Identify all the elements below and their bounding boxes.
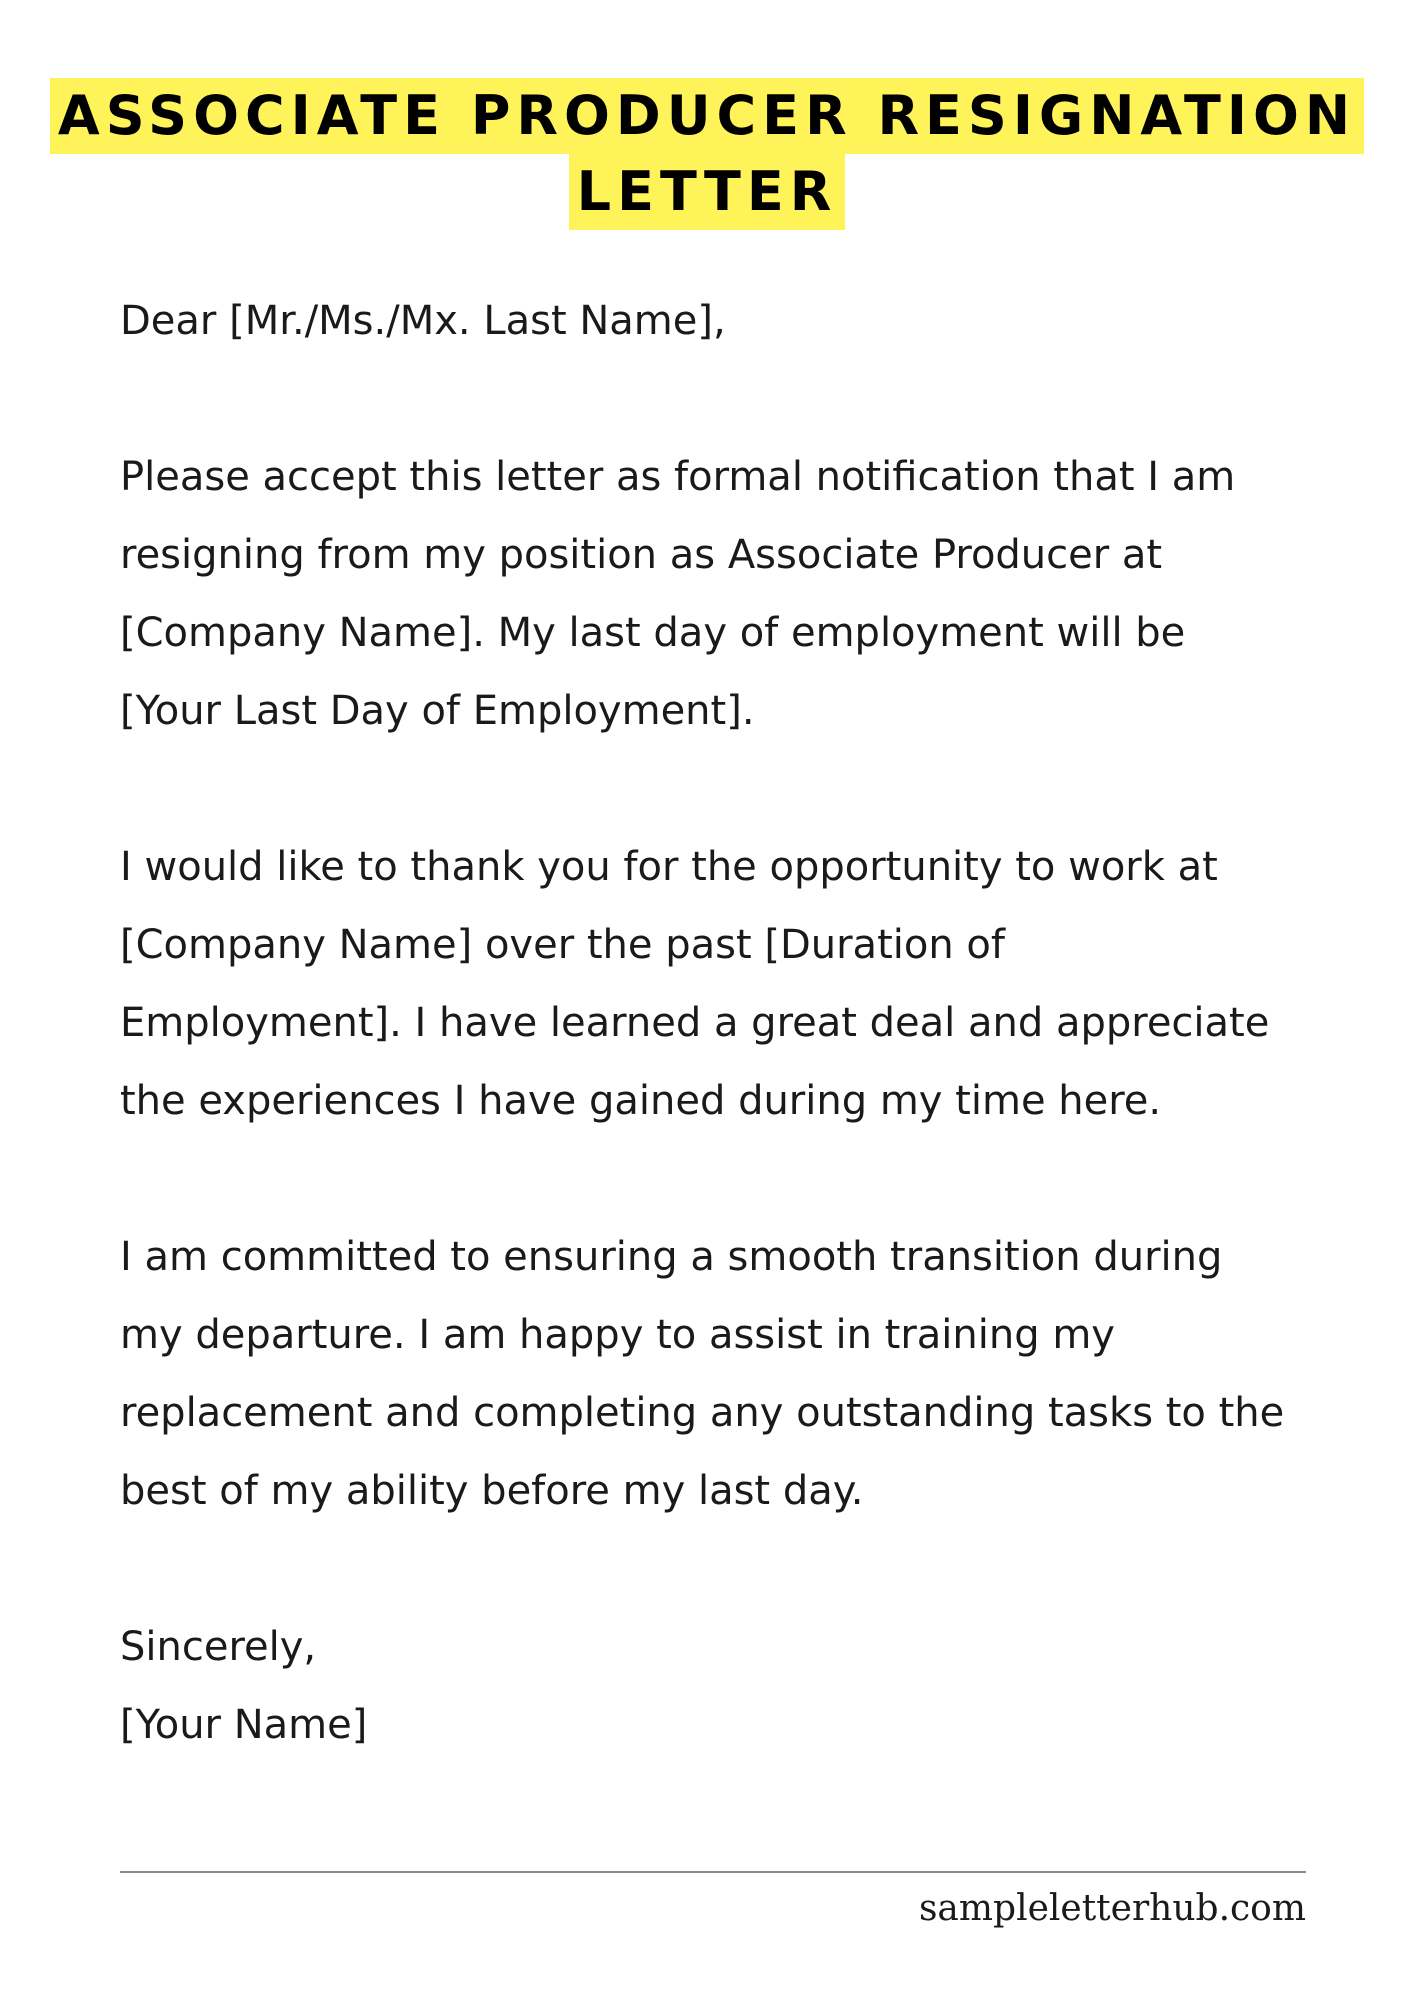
- paragraph-line: [Company Name] over the past [Duration of: [120, 922, 1005, 968]
- paragraph-2: [120, 828, 1370, 1140]
- footer-divider: [120, 1871, 1306, 1873]
- paragraph-line: [Company Name]. My last day of employment will be: [120, 610, 1186, 656]
- salutation: Dear [Mr./Ms./Mx. Last Name],: [120, 298, 726, 344]
- paragraph-3: [120, 1218, 1370, 1530]
- paragraph-line: replacement and completing any outstanding tasks to the: [120, 1390, 1285, 1436]
- paragraph-line: I am committed to ensuring a smooth transition during: [120, 1234, 1223, 1280]
- paragraph-1: [120, 438, 1370, 750]
- signature: [Your Name]: [120, 1702, 368, 1748]
- paragraph-line: the experiences I have gained during my time here.: [120, 1078, 1162, 1124]
- paragraph-line: Employment]. I have learned a great deal and appreciate: [120, 1000, 1270, 1046]
- paragraph-line: I would like to thank you for the opportunity to work at: [120, 844, 1218, 890]
- closing: Sincerely,: [120, 1624, 317, 1670]
- paragraph-line: my departure. I am happy to assist in training my: [120, 1312, 1115, 1358]
- website-link[interactable]: sampleletterhub.com: [918, 1888, 1306, 1929]
- letter-body: [120, 282, 1370, 1764]
- paragraph-line: [Your Last Day of Employment].: [120, 688, 755, 734]
- title-line-1: ASSOCIATE PRODUCER RESIGNATION: [50, 78, 1364, 154]
- paragraph-line: resigning from my position as Associate Producer at: [120, 532, 1163, 578]
- paragraph-line: Please accept this letter as formal notification that I am: [120, 454, 1236, 500]
- page-title: [0, 78, 1414, 230]
- paragraph-line: best of my ability before my last day.: [120, 1468, 864, 1514]
- title-line-2: LETTER: [569, 154, 846, 230]
